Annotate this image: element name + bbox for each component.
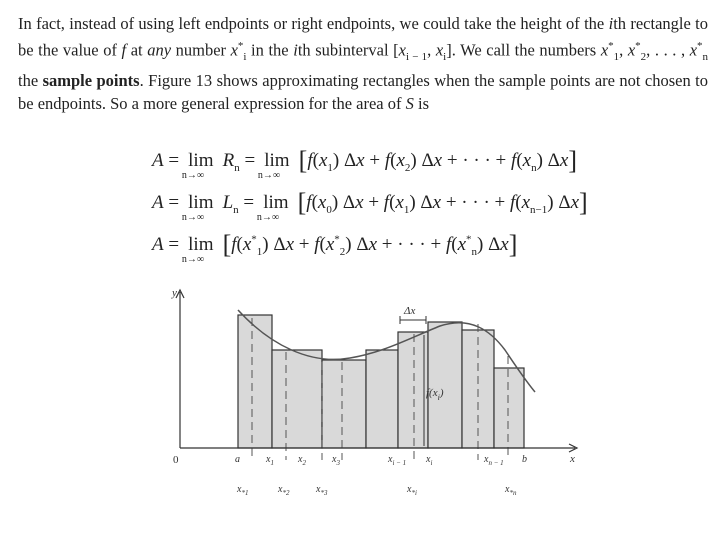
intro-paragraph: In fact, instead of using left endpoints or right endpoints, we could take the height of the ith rectangle to be the value of f at any number $x^*_i$ in the ith subinterval [$x_{i - 1}$, $x_i$]. We call the numbers $x^*_1$, $x^*_2$, . . . , $x^*_n$ the sample points. Figure 13 shows approximating rectangles when the sample points are not chosen to be endpoints. So a more general expression for the area of S is [18, 14, 709, 113]
rect-2 [272, 350, 322, 448]
rect-8 [494, 368, 524, 448]
svg-text:x*2: $x_*2$ [278, 484, 290, 497]
svg-text:x*n: $x_*n$ [505, 484, 517, 497]
svg-text:a: a [235, 454, 240, 465]
svg-text:x2: $x_2$ [298, 454, 306, 467]
rect-1 [238, 315, 272, 448]
svg-text:x*3: $x_*3$ [316, 484, 328, 497]
origin-label: 0 [173, 454, 179, 466]
rect-6 [428, 322, 462, 448]
f-xi-label: $f(x_i)$ [426, 387, 444, 402]
svg-text:b: b [522, 454, 527, 465]
rectangles [238, 315, 524, 448]
delta-x-marker [400, 316, 426, 324]
delta-x-label: Δx [404, 305, 416, 317]
rect-4 [366, 350, 398, 448]
svg-text:x1: $x_1$ [266, 454, 274, 467]
top-tick-labels [235, 454, 527, 467]
svg-text:xn − 1: $x_{n - 1}$ [484, 454, 504, 467]
bottom-tick-labels [236, 484, 517, 497]
equation-right-sum: A = lim n→∞ $R_n = \lim$ n→∞ [$f(x_1) \Delta x + f(x_2) \Delta x$ + · · · + $f(x_n)$ Δx] [152, 146, 577, 181]
svg-text:x3: $x_3$ [332, 454, 340, 467]
svg-text:x*1: $x_*1$ [237, 484, 249, 497]
y-axis-label: y [172, 287, 177, 299]
rect-3 [322, 360, 366, 448]
svg-text:x*i: $x_*i$ [407, 484, 417, 497]
svg-text:xi − 1: $x_{i - 1}$ [388, 454, 407, 467]
svg-text:xi: $x_i$ [426, 454, 433, 467]
x-axis-label: x [570, 453, 575, 465]
equation-sample-sum: A = lim n→∞ [$f(x^*_1) \Delta x + f(x^*_2) \Delta x$ + · · · + $f(x^*_n)$ Δx] [152, 230, 518, 265]
equation-left-sum: A = lim n→∞ $L_n = \lim$ n→∞ [$f(x_0) \Delta x + f(x_1) \Delta x$ + · · · + $f(x_{n-1})$ Δx] [152, 188, 588, 223]
